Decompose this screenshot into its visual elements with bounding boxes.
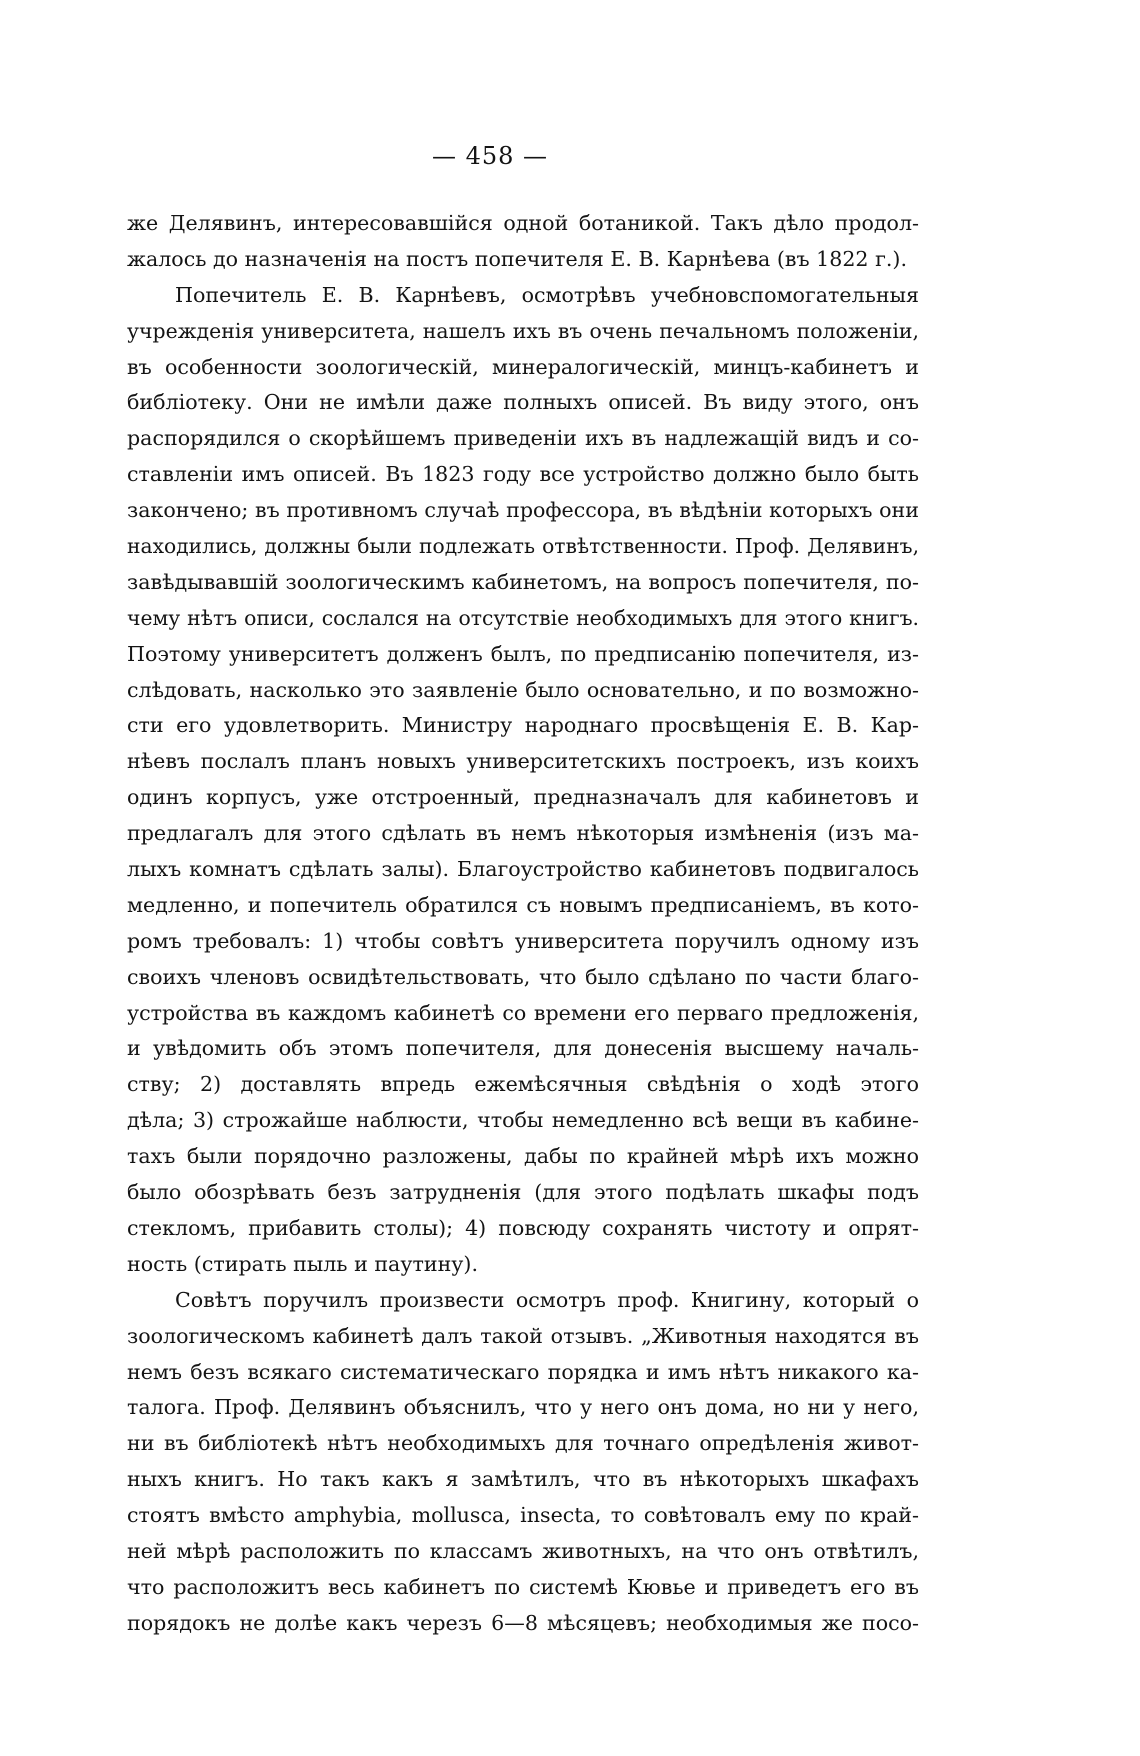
text-line: ставленіи имъ описей. Въ 1823 году все устройство должно было быть xyxy=(127,462,919,487)
text-line: своихъ членовъ освидѣтельствовать, что было сдѣлано по части благо- xyxy=(127,964,919,989)
text-line: стоятъ вмѣсто amphybia, mollusca, insecta, то совѣтовалъ ему по край- xyxy=(127,1503,919,1528)
text-line: стекломъ, прибавить столы); 4) повсюду сохранять чистоту и опрят- xyxy=(127,1215,919,1240)
text-line: въ особенности зоологическій, минералогическій, минцъ-кабинетъ и xyxy=(127,354,919,379)
text-line: Поэтому университетъ долженъ былъ, по предписанію попечителя, из- xyxy=(127,641,919,666)
text-line: ныхъ книгъ. Но такъ какъ я замѣтилъ, что въ нѣкоторыхъ шкафахъ xyxy=(127,1467,919,1492)
text-line: сти его удовлетворить. Министру народнаго просвѣщенія Е. В. Кар- xyxy=(127,713,919,738)
text-line: немъ безъ всякаго систематическаго порядка и имъ нѣтъ никакого ка- xyxy=(127,1359,919,1384)
text-line: Попечитель Е. В. Карнѣевъ, осмотрѣвъ учебновспомогательныя xyxy=(175,282,919,307)
text-line: чему нѣтъ описи, сослался на отсутствіе необходимыхъ для этого книгъ. xyxy=(127,605,919,630)
page-number: — 458 — xyxy=(431,142,549,170)
text-line: ству; 2) доставлять впредь ежемѣсячныя свѣдѣнія о ходѣ этого xyxy=(127,1072,919,1097)
text-line: жалось до назначенія на постъ попечителя Е. В. Карнѣева (въ 1822 г.). xyxy=(127,246,907,271)
text-line: закончено; въ противномъ случаѣ профессора, въ вѣдѣніи которыхъ они xyxy=(127,498,919,523)
text-line: предлагалъ для этого сдѣлать въ немъ нѣкоторыя измѣненія (изъ ма- xyxy=(127,821,919,846)
text-line: ромъ требовалъ: 1) чтобы совѣтъ университета поручилъ одному изъ xyxy=(127,928,919,953)
text-line: одинъ корпусъ, уже отстроенный, предназначалъ для кабинетовъ и xyxy=(127,785,919,810)
text-line: устройства въ каждомъ кабинетѣ со времени его перваго предложенія, xyxy=(127,1000,919,1025)
paragraph-3 xyxy=(127,1283,919,1642)
text-line: библіотеку. Они не имѣли даже полныхъ описей. Въ виду этого, онъ xyxy=(127,390,919,415)
text-body xyxy=(127,206,919,1642)
text-line: лыхъ комнатъ сдѣлать залы). Благоустройство кабинетовъ подвигалось xyxy=(127,857,919,882)
text-line: и увѣдомить объ этомъ попечителя, для донесенія высшему началь- xyxy=(127,1036,919,1061)
paragraph-1 xyxy=(127,206,919,278)
text-line: нѣевъ послалъ планъ новыхъ университетскихъ построекъ, изъ коихъ xyxy=(127,749,919,774)
text-line: ни въ библіотекѣ нѣтъ необходимыхъ для точнаго опредѣленія живот- xyxy=(127,1431,919,1456)
text-line: находились, должны были подлежать отвѣтственности. Проф. Делявинъ, xyxy=(127,534,919,559)
text-line: же Делявинъ, интересовавшійся одной ботаникой. Такъ дѣло продол- xyxy=(127,211,919,235)
text-line: дѣла; 3) строжайше наблюсти, чтобы немедленно всѣ вещи въ кабине- xyxy=(127,1108,919,1133)
text-line: распорядился о скорѣйшемъ приведеніи ихъ въ надлежащій видъ и со- xyxy=(127,426,919,451)
text-line: слѣдовать, насколько это заявленіе было основательно, и по возможно- xyxy=(127,677,919,702)
text-line: талога. Проф. Делявинъ объяснилъ, что у него онъ дома, но ни у него, xyxy=(127,1395,919,1420)
text-line: ней мѣрѣ расположить по классамъ животныхъ, на что онъ отвѣтилъ, xyxy=(127,1538,919,1563)
text-line: ность (стирать пыль и паутину). xyxy=(127,1251,478,1276)
text-line: завѣдывавшій зоологическимъ кабинетомъ, на вопросъ попечителя, по- xyxy=(127,569,919,594)
text-line: было обозрѣвать безъ затрудненія (для этого подѣлать шкафы подъ xyxy=(127,1180,919,1205)
text-line: зоологическомъ кабинетѣ далъ такой отзывъ. „Животныя находятся въ xyxy=(127,1323,919,1348)
text-line: Совѣтъ поручилъ произвести осмотръ проф. Книгину, который о xyxy=(175,1287,919,1312)
text-line: что расположитъ весь кабинетъ по системѣ Кювье и приведетъ его въ xyxy=(127,1574,919,1599)
text-line: тахъ были порядочно разложены, дабы по крайней мѣрѣ ихъ можно xyxy=(127,1144,919,1169)
text-line: учрежденія университета, нашелъ ихъ въ очень печальномъ положеніи, xyxy=(127,318,919,343)
text-line: медленно, и попечитель обратился съ новымъ предписаніемъ, въ кото- xyxy=(127,892,919,917)
paragraph-2 xyxy=(127,278,919,1283)
text-line: порядокъ не долѣе какъ черезъ 6—8 мѣсяцевъ; необходимыя же посо- xyxy=(127,1610,919,1635)
